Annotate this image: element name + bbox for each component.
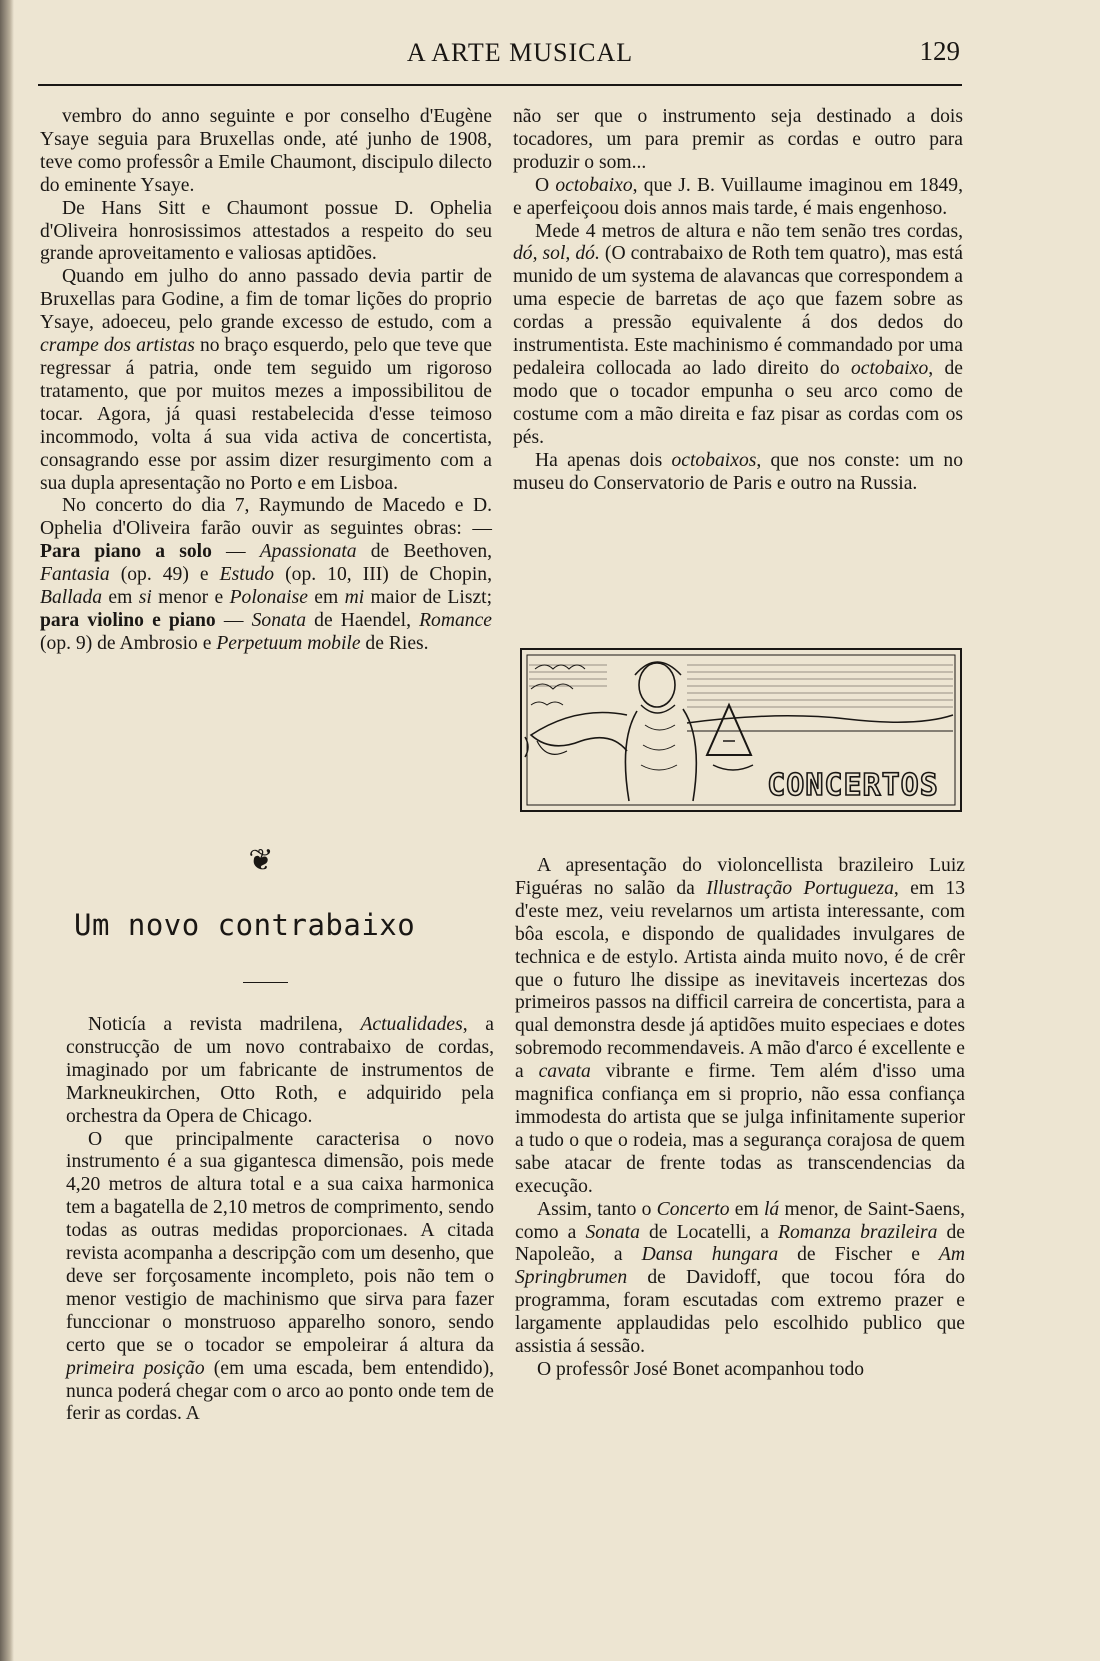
italic-text: Polonaise xyxy=(229,587,308,609)
text-run: (O contrabaixo de Roth tem quatro), mas está munido de um systema de alavancas que correspondem a uma especie de barretas de aço que fazem sobre as cordas a pressão equivalente á dos dedos do instrumentista. Este machinismo é commandado por uma pedaleira collocada ao lado direito do xyxy=(513,243,963,379)
text-run: , de modo que o tocador empunha o seu arco como de costume com a mão direita e faz pisar as cordas com os pés. xyxy=(513,357,964,448)
column-right-bottom xyxy=(515,855,965,1382)
text-run: (op. 49) e xyxy=(109,564,220,586)
text-run: O professôr José Bonet acompanhou todo xyxy=(537,1358,865,1380)
text-run: de Davidoff, que tocou fóra do programma, foram escutadas com extremo prazer e largamente applaudidas pelo escolhido publico que assistia á sessão. xyxy=(515,1267,965,1358)
text-run: no braço esquerdo, pelo que teve que regressar á patria, onde tem seguido um rigoroso tratamento, que por muitos mezes a impossibilitou de tocar. Agora, já quasi restabelecida d'esse teimoso incommodo, volta á sua vida activa de concertista, consagrando esse por assim dizer resurgimento com a sua dupla apresentação no Porto e em Lisboa. xyxy=(40,335,492,494)
text-run: Assim, tanto o xyxy=(537,1198,657,1220)
text-run: De Hans Sitt e Chaumont possue D. Ophelia d'Oliveira honrosissimos attestados a respeito do seu grande aproveitamento e valiosas aptidões. xyxy=(40,197,492,265)
italic-text: primeira posição xyxy=(66,1357,205,1379)
text-run: em xyxy=(729,1198,764,1220)
section-title: Um novo contrabaixo xyxy=(74,908,416,942)
paragraph xyxy=(515,855,965,1199)
concertos-banner-illustration xyxy=(517,645,965,815)
text-run: menor e xyxy=(151,587,230,609)
text-run: — xyxy=(211,541,260,563)
italic-text: Am Springbrumen xyxy=(515,1244,966,1289)
text-run: em xyxy=(102,587,139,609)
italic-text: octobaixo xyxy=(850,357,929,379)
paragraph xyxy=(513,106,963,175)
fleuron-ornament-icon: ❦ xyxy=(248,843,274,878)
text-run: em xyxy=(307,587,345,609)
column-right-top xyxy=(513,106,963,495)
text-run: não ser que o instrumento seja destinado a dois tocadores, um para premir as cordas e outro para produzir o som... xyxy=(513,106,963,173)
text-run: , que nos conste: um no museu do Conservatorio de Paris e outro na Russia. xyxy=(513,449,964,494)
bold-text: para violino e piano xyxy=(40,609,216,631)
bold-text: Para piano a solo xyxy=(40,541,212,563)
header-rule xyxy=(38,84,962,86)
paragraph xyxy=(513,175,963,221)
paragraph xyxy=(515,1199,965,1359)
paragraph xyxy=(40,495,492,655)
text-run: Quando em julho do anno passado devia partir de Bruxellas para Godine, a fim de tomar lições do proprio Ysaye, adoeceu, pelo grande excesso de estudo, com a xyxy=(40,266,492,334)
italic-text: lá xyxy=(763,1198,780,1220)
text-run: maior de Liszt; xyxy=(364,587,493,609)
italic-text: octobaixo xyxy=(555,174,633,196)
text-run: — xyxy=(215,609,252,631)
text-run: de Locatelli, a xyxy=(639,1221,779,1243)
banner-label: CONCERTOS xyxy=(767,768,939,803)
italic-text: Estudo xyxy=(219,564,275,586)
page-number: 129 xyxy=(919,36,960,66)
text-run: A apresentação do violoncellista brazileiro Luiz Figuéras no salão da xyxy=(515,855,965,899)
text-run: (op. 10, III) de Chopin, xyxy=(274,564,492,586)
text-run: O xyxy=(535,174,556,196)
paragraph xyxy=(515,1359,965,1382)
text-run: O que principalmente caracterisa o novo instrumento é a sua gigantesca dimensão, pois mede 4,20 metros de altura total e a sua caixa harmonica tem a bagatella de 2,10 metros de comprimento, sendo todas as outras medidas proporcionaes. A citada revista acompanha a descripção com um desenho, que deve ser forçosamente incompleto, pois não tem o menor vestigio de machinismo que sirva para fazer funccionar o monstruoso apparelho sonoro, sendo certo que se o tocador se empoleirar á altura da xyxy=(66,1128,494,1356)
paragraph xyxy=(40,266,492,495)
italic-text: octobaixos xyxy=(671,449,757,471)
text-run: de Napoleão, a xyxy=(515,1221,965,1266)
paragraph xyxy=(513,450,963,496)
column-left-bottom xyxy=(66,1014,494,1426)
italic-text: si xyxy=(138,587,152,609)
italic-text: Sonata xyxy=(251,609,307,631)
paragraph xyxy=(40,198,492,267)
text-run: No concerto do dia 7, Raymundo de Macedo e D. Ophelia d'Oliveira farão ouvir as seguintes obras: — xyxy=(40,495,492,540)
italic-text: Apassionata xyxy=(259,541,357,563)
italic-text: Fantasia xyxy=(40,564,110,586)
italic-text: Ballada xyxy=(40,587,103,609)
text-run: Ha apenas dois xyxy=(535,449,672,471)
paragraph xyxy=(513,221,963,450)
italic-text: cavata xyxy=(538,1061,591,1083)
text-run: , que J. B. Vuillaume imaginou em 1849, e aperfeiçoou dois annos mais tarde, é mais engenhoso. xyxy=(513,174,963,219)
text-run: Noticía a revista madrilena, xyxy=(88,1014,361,1035)
italic-text: Sonata xyxy=(585,1221,640,1243)
italic-text: Actualidades xyxy=(360,1014,463,1035)
column-left-top xyxy=(40,106,492,656)
text-run: vembro do anno seguinte e por conselho d'Eugène Ysaye seguia para Bruxellas onde, até junho de 1908, teve como professôr a Emile Chaumont, discipulo dilecto do eminente Ysaye. xyxy=(40,106,492,196)
text-run: de Ries. xyxy=(360,632,429,654)
italic-text: crampe dos artistas xyxy=(40,335,195,357)
text-run: vibrante e firme. Tem além d'isso uma magnifica confiança em si proprio, não essa confiança immodesta do artista que se julga infinitamente superior a tudo o que o rodeia, mas a segurança corajosa de quem sabe atacar de frente todas as transcendencias da execução. xyxy=(515,1061,965,1197)
paragraph xyxy=(40,106,492,198)
italic-text: dó, sol, dó. xyxy=(513,243,600,265)
text-run: , em 13 d'este mez, veiu revelarnos um artista interessante, com bôa escola, e dispondo de qualidades invulgares de technica e de estylo. Artista ainda muito novo, é de crêr que o futuro lhe dissipe as inevitaveis incertezas dos primeiros passos na difficil carreira de concertista, para a qual demonstra desde já aptidões muito especiaes e dotes sobremodo recommendaveis. A mão d'arco é excellente e a xyxy=(515,877,966,1083)
italic-text: Concerto xyxy=(656,1198,730,1220)
italic-text: Romance xyxy=(419,609,492,631)
text-run: de Haendel, xyxy=(306,609,420,631)
text-run: menor, de Saint-Saens, como a xyxy=(515,1198,966,1243)
running-title: A ARTE MUSICAL xyxy=(406,38,634,67)
text-run: Mede 4 metros de altura e não tem senão tres cordas, xyxy=(535,220,963,242)
text-run: de Fischer e xyxy=(778,1244,939,1266)
italic-text: Perpetuum mobile xyxy=(216,632,361,654)
text-run: (op. 9) de Ambrosio e xyxy=(40,632,217,654)
paragraph xyxy=(66,1014,494,1129)
title-rule xyxy=(243,982,288,983)
text-run: de Beethoven, xyxy=(356,541,493,563)
italic-text: Dansa hungara xyxy=(641,1244,779,1266)
italic-text: Illustração Portugueza xyxy=(706,877,894,899)
italic-text: Romanza brazileira xyxy=(778,1221,938,1243)
page-binding-shadow xyxy=(0,0,14,1661)
text-run: , a construcção de um novo contrabaixo de cordas, imaginado por um fabricante de instrumentos de Markneukirchen, Otto Roth, e adquirido pela orchestra da Opera de Chicago. xyxy=(66,1014,494,1127)
text-run: (em uma escada, bem entendido), nunca poderá chegar com o arco ao ponto onde tem de ferir as cordas. A xyxy=(66,1357,494,1425)
italic-text: mi xyxy=(344,587,365,609)
paragraph xyxy=(66,1129,494,1427)
